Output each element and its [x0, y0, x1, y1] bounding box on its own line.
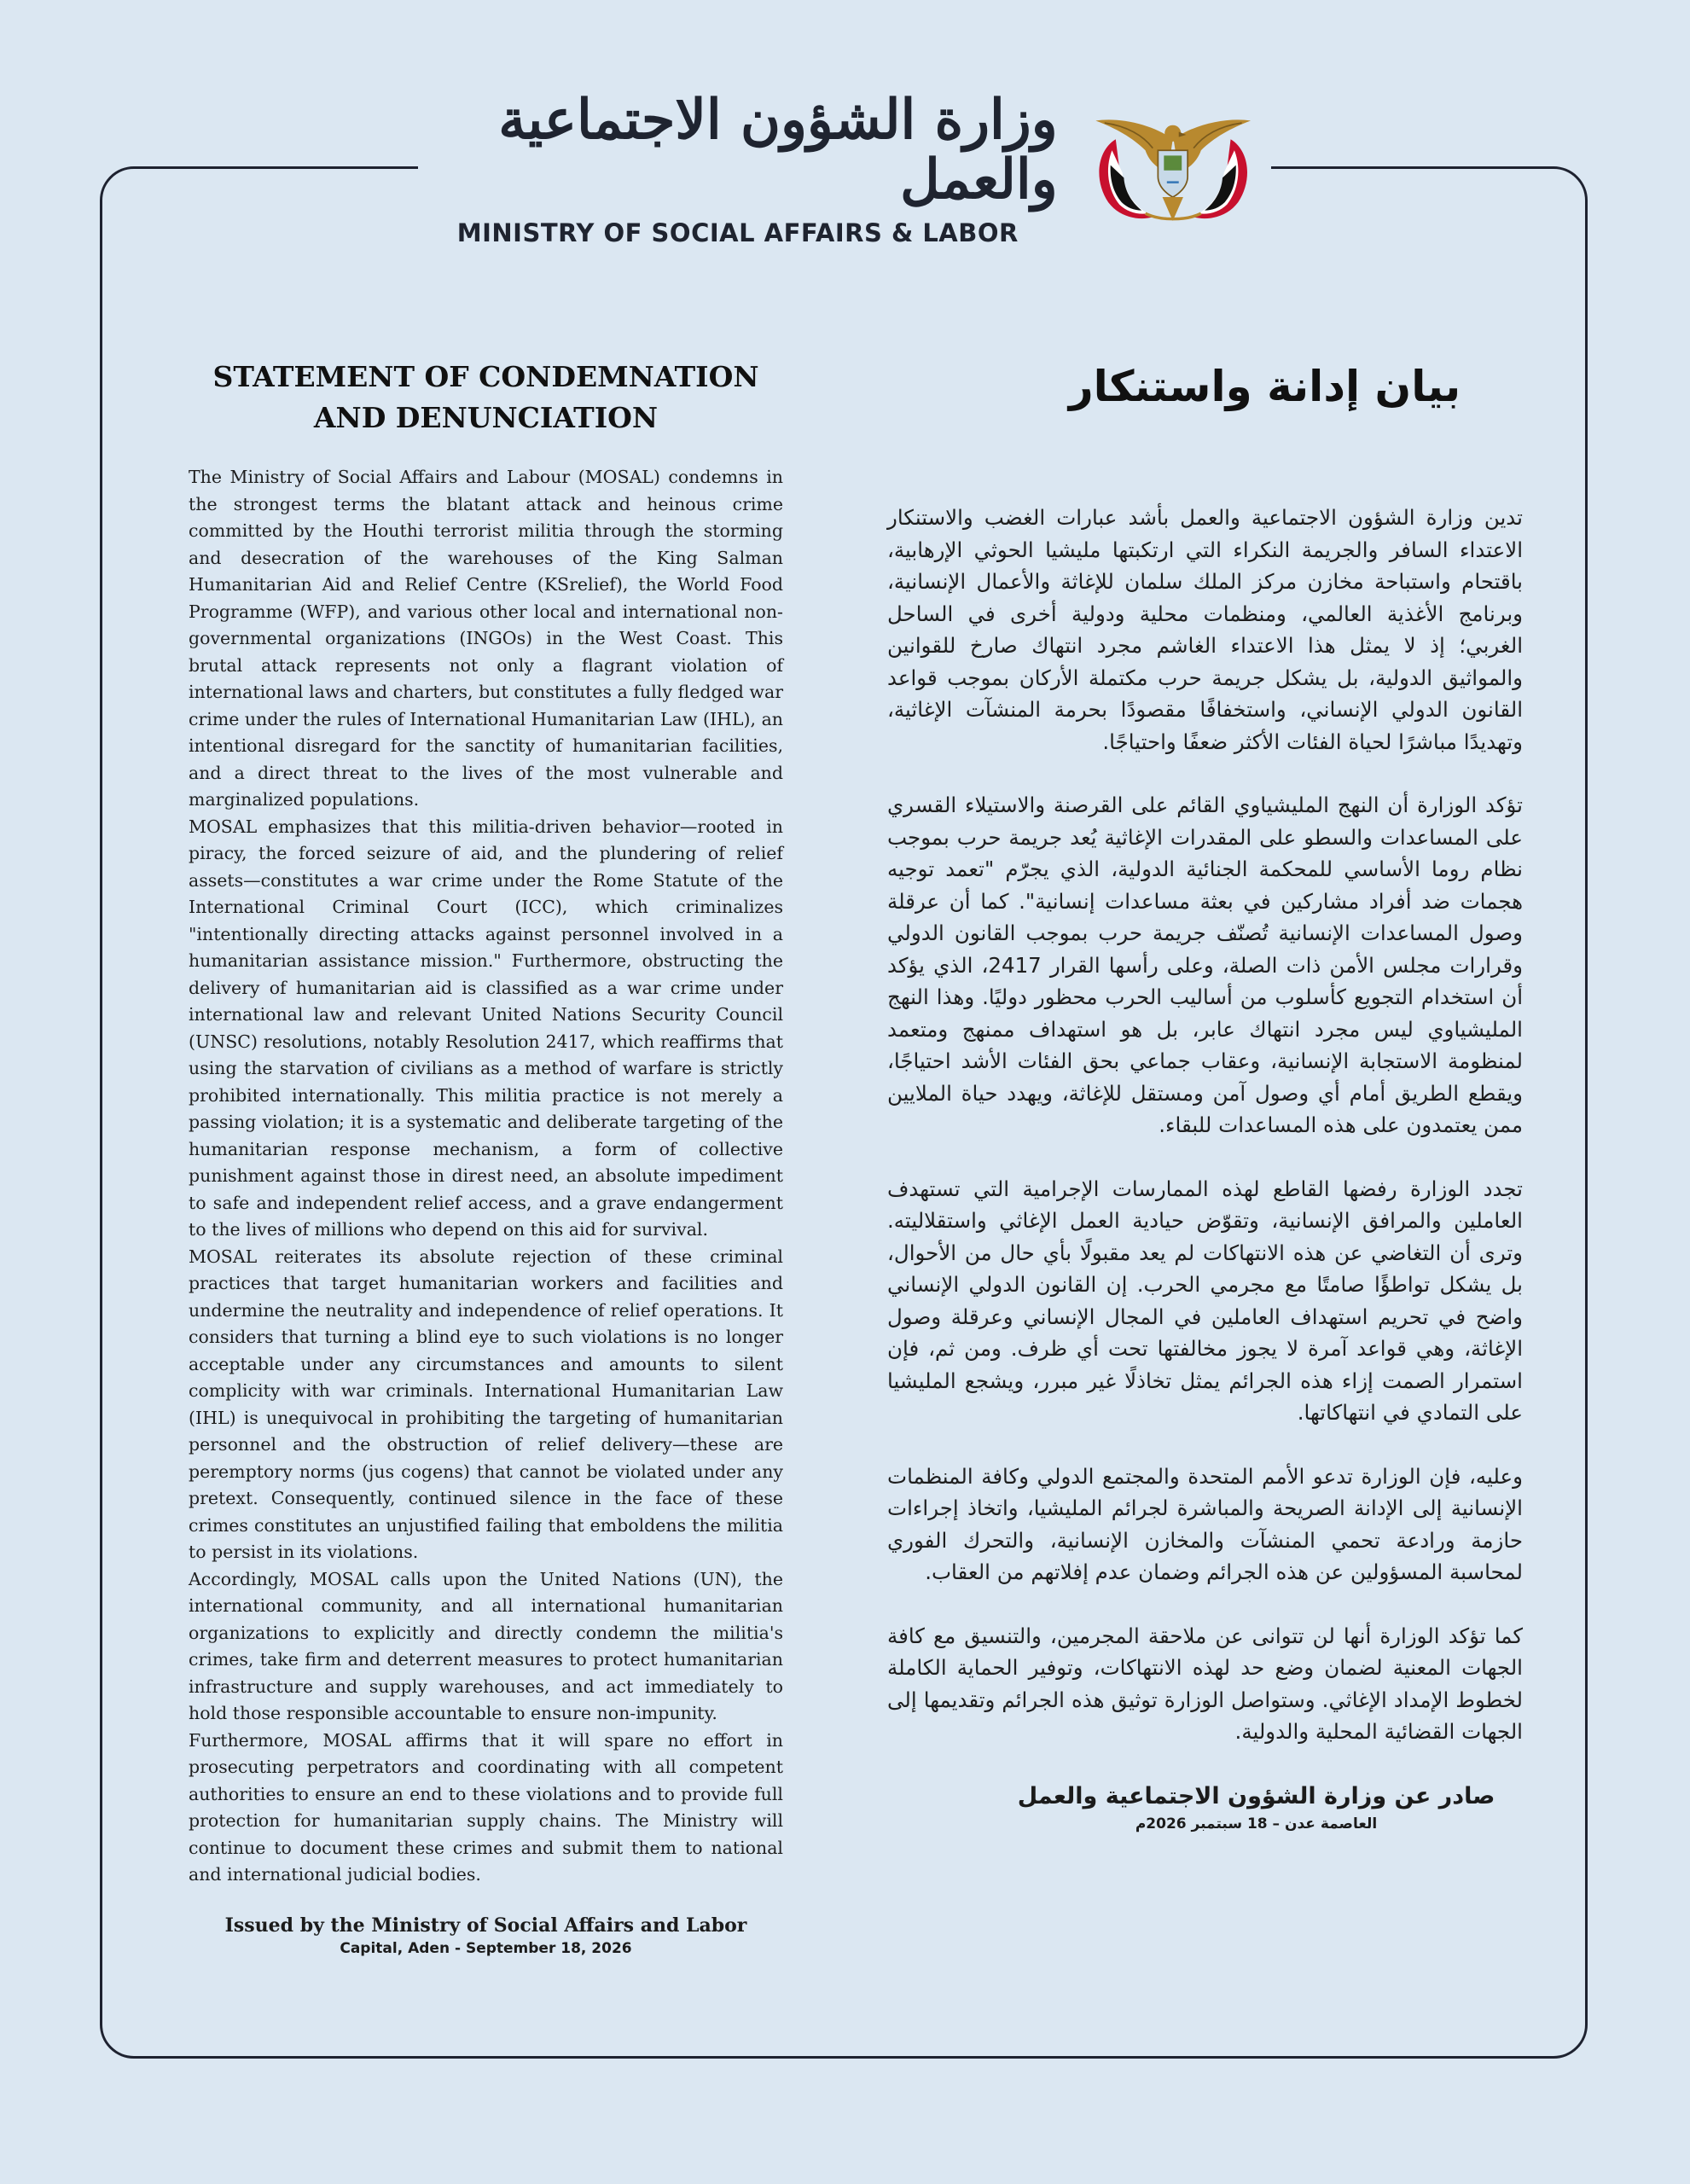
arabic-paragraph: تدين وزارة الشؤون الاجتماعية والعمل بأشد عبارات الغضب والاستنكار الاعتداء السافر والجريمة النكراء التي ارتكبتها مليشيا الحوثي الإرهابية، باقتحام واستباحة مخازن مركز الملك سلمان للإغاثة والأعمال الإنسانية، وبرنامج الأغذية العالمي، ومنظمات محلية ودولية أخرى في الساحل الغربي؛ إذ لا يمثل هذا الاعتداء الغاشم مجرد انتهاك صارخ للقوانين والمواثيق الدولية، بل يشكل جريمة حرب مكتملة الأركان بموجب قواعد القانون الدولي الإنساني، واستخفافًا مقصودًا بحرمة المنشآت الإغاثية، وتهديدًا مباشرًا لحياة الفئات الأكثر ضعفًا واحتياجًا.: [887, 505, 1523, 754]
arabic-title: بيان إدانة واستنكار: [1068, 362, 1461, 411]
ministry-name-english: MINISTRY OF SOCIAL AFFAIRS & LABOR: [456, 218, 1019, 248]
english-paragraph: MOSAL reiterates its absolute rejection of these criminal practices that target humanitarian workers and facilities and undermine the neutrality and independence of relief operations. It considers that turning a blind eye to such violations is no longer acceptable under any circumstances and amounts to silent complicity with war criminals. International Humanitarian Law (IHL) is unequivocal in prohibiting the targeting of humanitarian personnel and the obstruction of relief delivery—these are peremptory norms (jus cogens) that cannot be violated under any pretext. Consequently, continued silence in the face of these crimes constitutes an unjustified failing that emboldens the militia to persist in its violations.: [189, 1246, 783, 1562]
arabic-issued-by: صادر عن وزارة الشؤون الاجتماعية والعمل: [1017, 1782, 1495, 1809]
arabic-place-date: العاصمة عدن – 18 سبتمبر 2026م: [1135, 1815, 1378, 1833]
english-paragraph: MOSAL emphasizes that this militia-driven behavior—rooted in piracy, the forced seizure of aid, and the plundering of relief assets—constitutes a war crime under the Rome Statute of the International Criminal Court (ICC), which criminalizes "intentionally directing attacks against personnel involved in a humanitarian assistance mission." Furthermore, obstructing the delivery of humanitarian aid is classified as a war crime under international law and relevant United Nations Security Council (UNSC) resolutions, notably Resolution 2417, which reaffirms that using the starvation of civilians as a method of warfare is strictly prohibited internationally. This militia practice is not merely a passing violation; it is a systematic and deliberate targeting of the humanitarian response mechanism, a form of collective punishment against those in direst need, an absolute impediment to safe and independent relief access, and a grave endangerment to the lives of millions who depend on this aid for survival.: [189, 816, 783, 1240]
ministry-name-arabic: وزارة الشؤون الاجتماعية والعمل: [498, 87, 1058, 212]
english-issued-by: Issued by the Ministry of Social Affairs and Labor: [224, 1914, 747, 1937]
english-signature: [189, 1913, 783, 1959]
english-title: STATEMENT OF CONDEMNATION AND DENUNCIATION: [212, 360, 759, 434]
arabic-paragraph: تؤكد الوزارة أن النهج المليشياوي القائم على القرصنة والاستيلاء القسري على المساعدات والسطو على المقدرات الإغاثية يُعد جريمة حرب بموجب نظام روما الأساسي للمحكمة الجنائية الدولية، الذي يجرّم "تعمد توجيه هجمات ضد أفراد مشاركين في بعثة مساعدات إنسانية". كما أن عرقلة وصول المساعدات الإنسانية تُصنّف جريمة حرب بموجب القانون الدولي وقرارات مجلس الأمن ذات الصلة، وعلى رأسها القرار 2417، الذي يؤكد أن استخدام التجويع كأسلوب من أساليب الحرب محظور دوليًا. وهذا النهج المليشياوي ليس مجرد انتهاك عابر، بل هو استهداف ممنهج ومتعمد لمنظومة الاستجابة الإنسانية، وعقاب جماعي بحق الفئات الأشد احتياجًا، ويقطع الطريق أمام أي وصول آمن ومستقل للإغاثة، ويهدد حياة الملايين ممن يعتمدون على هذه المساعدات للبقاء.: [887, 793, 1524, 1137]
arabic-paragraph: كما تؤكد الوزارة أنها لن تتوانى عن ملاحقة المجرمين، والتنسيق مع كافة الجهات المعنية لضمان وضع حد لهذه الانتهاكات، وتوفير الحماية الكاملة لخطوط الإمداد الإغاثي. وستواصل الوزارة توثيق هذه الجرائم وتقديمها إلى الجهات القضائية المحلية والدولية.: [887, 1623, 1523, 1744]
english-paragraph: Accordingly, MOSAL calls upon the United Nations (UN), the international community, and all international humanitarian organizations to explicitly and directly condemn the militia's crimes, take firm and deterrent measures to protect humanitarian infrastructure and supply warehouses, and act immediately to hold those responsible accountable to ensure non-impunity.: [189, 1568, 783, 1723]
arabic-paragraph: تجدد الوزارة رفضها القاطع لهذه الممارسات الإجرامية التي تستهدف العاملين والمرافق الإنسانية، وتقوّض حيادية العمل الإغاثي واستقلاليته. وترى أن التغاضي عن هذه الانتهاكات لم يعد مقبولًا بأي حال من الأحوال، بل يشكل تواطؤًا صامتًا مع مجرمي الحرب. إن القانون الدولي الإنساني واضح في تحريم استهداف العاملين في المجال الإنساني وعرقلة وصول الإغاثة، وهي قواعد آمرة لا يجوز مخالفتها تحت أي ظرف. ومن ثم، فإن استمرار الصمت إزاء هذه الجرائم يمثل تخاذلًا غير مبرر، ويشجع المليشيا على التمادي في انتهاكاتها.: [887, 1176, 1523, 1425]
english-paragraph: Furthermore, MOSAL affirms that it will spare no effort in prosecuting perpetrators and coordinating with all competent authorities to ensure an end to these violations and to provide full protection for humanitarian supply chains. The Ministry will continue to document these crimes and submit them to national and international judicial bodies.: [189, 1729, 783, 1885]
arabic-paragraph: وعليه، فإن الوزارة تدعو الأمم المتحدة والمجتمع الدولي وكافة المنظمات الإنسانية إلى الإدانة الصريحة والمباشرة لجرائم المليشيا، واتخاذ إجراءات حازمة ورادعة تحمي المنشآت والمخازن الإنسانية، والتحرك الفوري لمحاسبة المسؤولين عن هذه الجرائم وضمان عدم إفلاتهم من العقاب.: [887, 1463, 1523, 1584]
letterhead: [418, 87, 1271, 248]
english-column: [189, 357, 783, 1959]
english-place-date: Capital, Aden - September 18, 2026: [340, 1939, 632, 1957]
english-paragraph: The Ministry of Social Affairs and Labour (MOSAL) condemns in the strongest terms the blatant attack and heinous crime committed by the Houthi terrorist militia through the storming and desecration of the warehouses of the King Salman Humanitarian Aid and Relief Centre (KSrelief), the World Food Programme (WFP), and various other local and international non-governmental organizations (INGOs) in the West Coast. This brutal attack represents not only a flagrant violation of international laws and charters, but constitutes a fully fledged war crime under the rules of International Humanitarian Law (IHL), an intentional disregard for the sanctity of humanitarian facilities, and a direct threat to the lives of the most vulnerable and marginalized populations.: [189, 467, 783, 810]
arabic-signature: [887, 1780, 1523, 1834]
letterhead-text: [418, 87, 1058, 248]
arabic-column: [887, 357, 1523, 1834]
yemen-eagle-emblem-icon: [1075, 101, 1271, 237]
